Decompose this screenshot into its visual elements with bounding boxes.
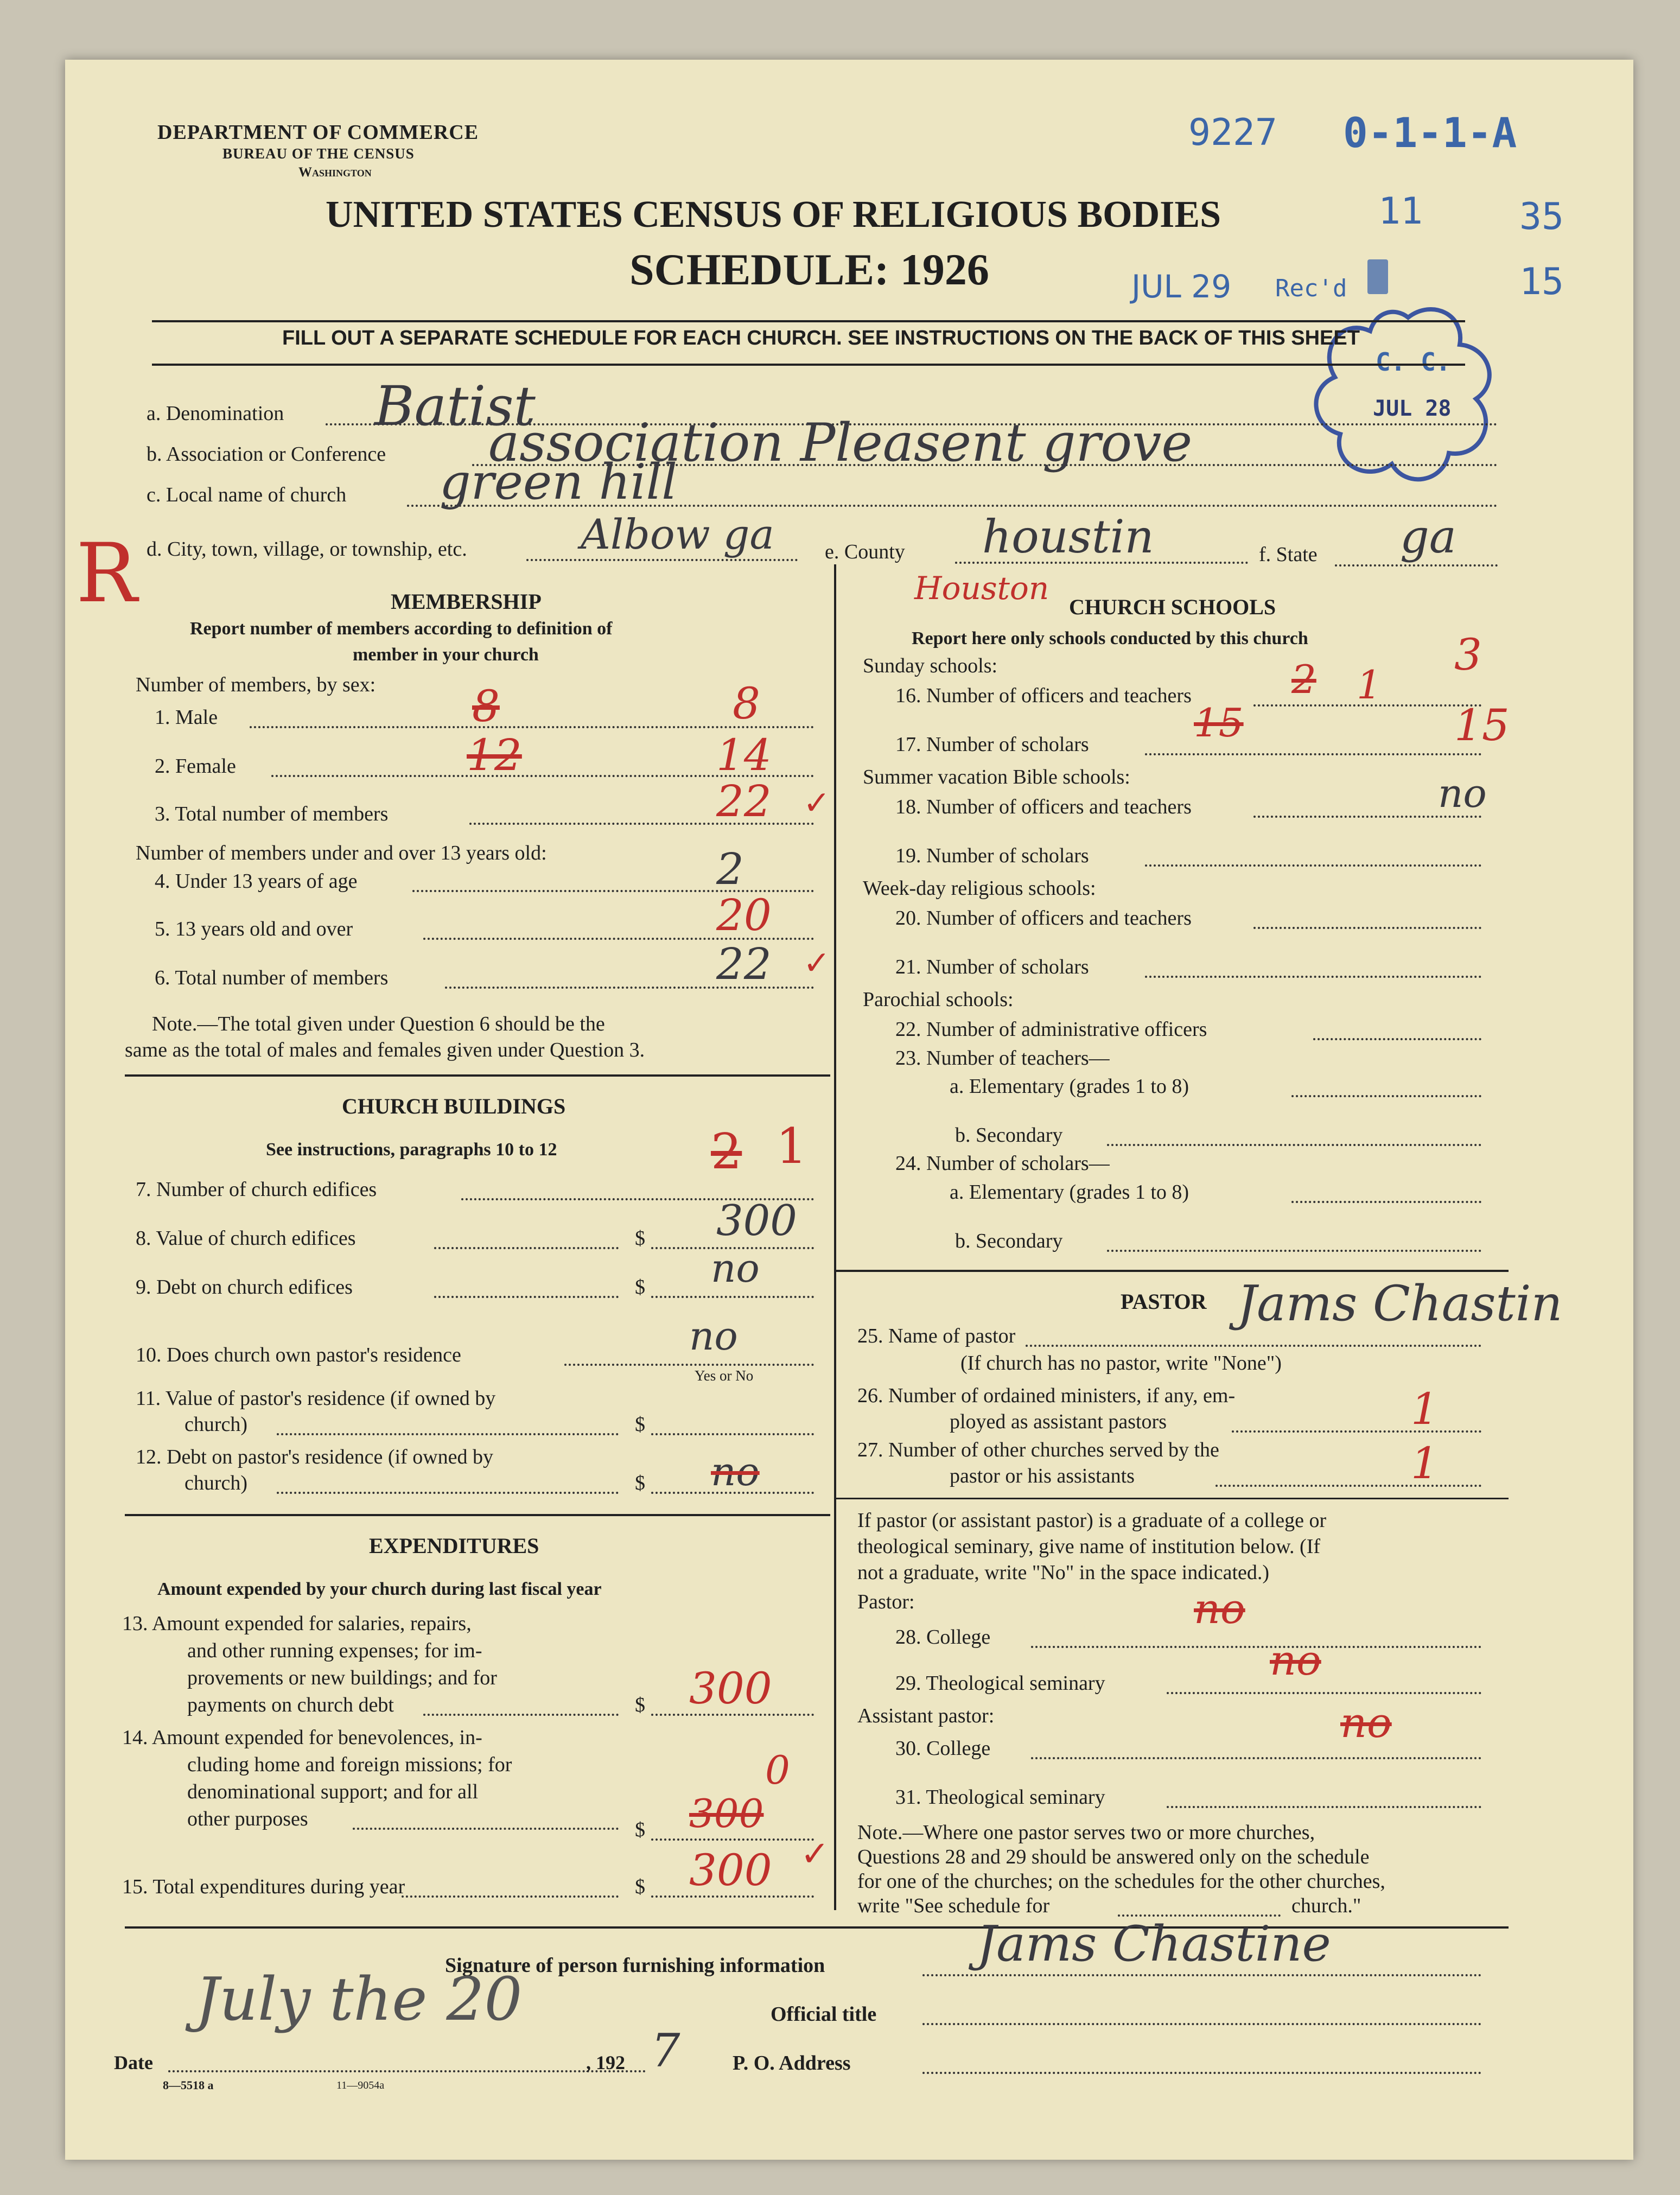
q3-total-label: 3. Total number of members bbox=[155, 803, 389, 825]
q25-pastor-name[interactable]: Jams Chastin bbox=[1237, 1275, 1563, 1332]
q24-label: 24. Number of scholars— bbox=[895, 1152, 1110, 1175]
number-stamp-11: 11 bbox=[1378, 190, 1423, 233]
membership-note-2: same as the total of males and females given under Question 3. bbox=[125, 1039, 645, 1061]
q30-label: 30. College bbox=[895, 1737, 991, 1760]
denomination-label: a. Denomination bbox=[147, 402, 284, 425]
association-label: b. Association or Conference bbox=[147, 443, 386, 466]
q14-struck-value: 300 bbox=[689, 1791, 764, 1836]
q6-total-value[interactable]: 22 bbox=[716, 939, 772, 989]
pastor-note-4: write "See schedule for bbox=[857, 1894, 1050, 1917]
q23-label: 23. Number of teachers— bbox=[895, 1047, 1110, 1070]
q7-label: 7. Number of church edifices bbox=[136, 1178, 377, 1201]
q24a-label: a. Elementary (grades 1 to 8) bbox=[950, 1181, 1189, 1204]
graduate-instruction-3: not a graduate, write "No" in the space indicated.) bbox=[857, 1561, 1270, 1584]
pastor-note-2: Questions 28 and 29 should be answered only on the schedule bbox=[857, 1846, 1370, 1868]
washington-heading: Washington bbox=[298, 165, 372, 180]
q8-value[interactable]: 300 bbox=[716, 1197, 797, 1245]
form-number-2: 11—9054a bbox=[336, 2079, 385, 2091]
church-schools-heading: CHURCH SCHOOLS bbox=[1069, 595, 1276, 619]
code-stamp: 0-1-1-A bbox=[1343, 109, 1517, 157]
number-stamp-15: 15 bbox=[1519, 260, 1564, 303]
q2-female-label: 2. Female bbox=[155, 755, 236, 778]
q30-value[interactable]: no bbox=[1340, 1698, 1392, 1747]
expenditures-subheading: Amount expended by your church during last fiscal year bbox=[157, 1579, 602, 1599]
q8-dollar-sign: $ bbox=[635, 1227, 645, 1250]
q5-over13-value[interactable]: 20 bbox=[716, 890, 772, 940]
official-title-label: Official title bbox=[771, 2003, 877, 2026]
association-value[interactable]: association Pleasent grove bbox=[488, 412, 1193, 473]
q25-note: (If church has no pastor, write "None") bbox=[960, 1352, 1282, 1375]
age-breakdown-label: Number of members under and over 13 years old: bbox=[136, 842, 547, 864]
q12-dollar-sign: $ bbox=[635, 1472, 645, 1494]
q1-male-value[interactable]: 8 bbox=[733, 678, 760, 729]
q6-checkmark-icon: ✓ bbox=[803, 944, 831, 982]
q17-label: 17. Number of scholars bbox=[895, 733, 1089, 756]
q13-label: 13. Amount expended for salaries, repairs, bbox=[122, 1612, 472, 1635]
q23b-label: b. Secondary bbox=[955, 1124, 1063, 1147]
q11-label-2: church) bbox=[184, 1413, 248, 1436]
pastor-note: Note.—Where one pastor serves two or more churches, bbox=[857, 1821, 1315, 1844]
q15-checkmark-icon: ✓ bbox=[800, 1834, 830, 1874]
q1-male-label: 1. Male bbox=[155, 706, 218, 729]
q27-label: 27. Number of other churches served by the bbox=[857, 1439, 1219, 1461]
q14-label-2: cluding home and foreign missions; for bbox=[187, 1753, 512, 1776]
q3-total-value[interactable]: 22 bbox=[716, 776, 772, 826]
cc-stamp-date: JUL 28 bbox=[1373, 396, 1452, 421]
number-stamp-35: 35 bbox=[1519, 195, 1564, 238]
county-label: e. County bbox=[825, 540, 905, 563]
q2-female-value[interactable]: 14 bbox=[716, 730, 772, 780]
q18-value[interactable]: no bbox=[1438, 771, 1487, 816]
q29-value[interactable]: no bbox=[1270, 1636, 1321, 1684]
q29-label: 29. Theological seminary bbox=[895, 1672, 1105, 1695]
date-value[interactable]: July the 20 bbox=[195, 1964, 523, 2034]
membership-heading: MEMBERSHIP bbox=[391, 589, 542, 614]
received-date-stamp: JUL 29 bbox=[1131, 268, 1232, 305]
received-label-stamp: Rec'd bbox=[1275, 275, 1347, 302]
sunday-schools-label: Sunday schools: bbox=[863, 654, 998, 677]
q10-label: 10. Does church own pastor's residence bbox=[136, 1344, 461, 1366]
yes-no-caption: Yes or No bbox=[695, 1367, 754, 1384]
q21-label: 21. Number of scholars bbox=[895, 956, 1089, 978]
cc-stamp-label: C. C. bbox=[1376, 347, 1451, 377]
serial-stamp: 9227 bbox=[1188, 111, 1277, 154]
buildings-heading: CHURCH BUILDINGS bbox=[342, 1094, 566, 1118]
census-title: UNITED STATES CENSUS OF RELIGIOUS BODIES bbox=[326, 194, 1221, 236]
q14-dollar-sign: $ bbox=[635, 1818, 645, 1841]
q11-label: 11. Value of pastor's residence (if owned by bbox=[136, 1387, 496, 1410]
q11-dollar-sign: $ bbox=[635, 1413, 645, 1436]
q10-value[interactable]: no bbox=[689, 1313, 738, 1359]
year-prefix: , 192 bbox=[586, 2052, 625, 2073]
q14-label-4: other purposes bbox=[187, 1808, 308, 1830]
parochial-schools-label: Parochial schools: bbox=[863, 988, 1014, 1011]
q16-value[interactable]: 3 bbox=[1454, 629, 1482, 680]
q27-label-2: pastor or his assistants bbox=[950, 1465, 1135, 1487]
q12-value[interactable]: no bbox=[711, 1449, 760, 1494]
membership-note: Note.—The total given under Question 6 should be the bbox=[152, 1013, 605, 1035]
q3-checkmark-icon: ✓ bbox=[803, 784, 831, 822]
graduate-instruction-2: theological seminary, give name of institution below. (If bbox=[857, 1535, 1321, 1558]
received-seal-icon bbox=[1367, 259, 1388, 294]
q18-label: 18. Number of officers and teachers bbox=[895, 796, 1192, 818]
q13-value[interactable]: 300 bbox=[689, 1663, 772, 1714]
q12-label: 12. Debt on pastor's residence (if owned by bbox=[136, 1446, 494, 1468]
year-digit[interactable]: 7 bbox=[651, 2024, 680, 2077]
form-number: 8—5518 a bbox=[163, 2078, 214, 2092]
pastor-subheading: Pastor: bbox=[857, 1590, 915, 1613]
q2-struck-value: 12 bbox=[467, 730, 522, 780]
state-value[interactable]: ga bbox=[1400, 510, 1456, 563]
state-label: f. State bbox=[1259, 543, 1318, 566]
q4-under13-value[interactable]: 2 bbox=[716, 844, 744, 894]
q7-struck-value: 2 bbox=[711, 1123, 742, 1180]
separate-schedule-instruction: FILL OUT A SEPARATE SCHEDULE FOR EACH CHURCH. SEE INSTRUCTIONS ON THE BACK OF THIS SHEET bbox=[282, 327, 1360, 349]
church-schools-subheading: Report here only schools conducted by this church bbox=[912, 628, 1308, 648]
q28-label: 28. College bbox=[895, 1626, 991, 1649]
q26-value[interactable]: 1 bbox=[1411, 1384, 1439, 1434]
q15-dollar-sign: $ bbox=[635, 1875, 645, 1898]
signature-value[interactable]: Jams Chastine bbox=[977, 1916, 1331, 1973]
church-name-value[interactable]: green hill bbox=[440, 454, 678, 511]
summer-schools-label: Summer vacation Bible schools: bbox=[863, 766, 1130, 788]
q9-label: 9. Debt on church edifices bbox=[136, 1276, 353, 1299]
q12-label-2: church) bbox=[184, 1472, 248, 1494]
membership-intro-2: member in your church bbox=[353, 645, 539, 665]
county-correction: Houston bbox=[914, 570, 1049, 607]
county-value[interactable]: houstin bbox=[982, 510, 1154, 563]
q13-label-4: payments on church debt bbox=[187, 1694, 394, 1716]
bureau-heading: BUREAU OF THE CENSUS bbox=[222, 145, 415, 162]
q9-value[interactable]: no bbox=[711, 1245, 760, 1291]
q23a-label: a. Elementary (grades 1 to 8) bbox=[950, 1075, 1189, 1098]
q7-value[interactable]: 1 bbox=[776, 1118, 807, 1175]
q28-value[interactable]: no bbox=[1194, 1585, 1245, 1633]
q13-label-3: provements or new buildings; and for bbox=[187, 1666, 497, 1689]
expenditures-heading: EXPENDITURES bbox=[369, 1534, 539, 1558]
po-address-label: P. O. Address bbox=[733, 2052, 851, 2075]
margin-r-mark: R bbox=[76, 526, 137, 621]
q19-label: 19. Number of scholars bbox=[895, 844, 1089, 867]
weekday-schools-label: Week-day religious schools: bbox=[863, 877, 1096, 900]
signature-label: Signature of person furnishing information bbox=[445, 1954, 825, 1977]
census-schedule-sheet bbox=[65, 60, 1633, 2160]
q5-over13-label: 5. 13 years old and over bbox=[155, 918, 353, 940]
q1-struck-value: 8 bbox=[472, 681, 500, 731]
members-by-sex-label: Number of members, by sex: bbox=[136, 673, 376, 696]
pastor-note-3: for one of the churches; on the schedules for the other churches, bbox=[857, 1870, 1385, 1893]
q16-label: 16. Number of officers and teachers bbox=[895, 684, 1192, 707]
city-label: d. City, town, village, or township, etc. bbox=[147, 538, 467, 561]
q15-value[interactable]: 300 bbox=[689, 1845, 772, 1895]
q17-struck-value: 15 bbox=[1194, 700, 1244, 746]
q14-value[interactable]: 0 bbox=[765, 1747, 790, 1793]
q15-label: 15. Total expenditures during year bbox=[122, 1875, 405, 1898]
date-label: Date bbox=[114, 2052, 153, 2073]
membership-intro: Report number of members according to definition of bbox=[190, 619, 613, 639]
q20-label: 20. Number of officers and teachers bbox=[895, 907, 1192, 930]
q27-value[interactable]: 1 bbox=[1411, 1438, 1439, 1488]
q26-label-2: ployed as assistant pastors bbox=[950, 1410, 1167, 1433]
q25-label: 25. Name of pastor bbox=[857, 1325, 1016, 1347]
pastor-heading: PASTOR bbox=[1121, 1289, 1207, 1314]
pastor-note-5: church." bbox=[1291, 1894, 1361, 1917]
q22-label: 22. Number of administrative officers bbox=[895, 1018, 1207, 1041]
q26-label: 26. Number of ordained ministers, if any, em- bbox=[857, 1384, 1236, 1407]
q4-under13-label: 4. Under 13 years of age bbox=[155, 870, 358, 893]
q14-label: 14. Amount expended for benevolences, in- bbox=[122, 1726, 482, 1749]
q17-value[interactable]: 15 bbox=[1454, 700, 1510, 750]
q13-dollar-sign: $ bbox=[635, 1694, 645, 1716]
buildings-subheading: See instructions, paragraphs 10 to 12 bbox=[266, 1140, 557, 1160]
q9-dollar-sign: $ bbox=[635, 1276, 645, 1299]
church-name-label: c. Local name of church bbox=[147, 483, 347, 506]
schedule-title: SCHEDULE: 1926 bbox=[629, 245, 989, 294]
q14-label-3: denominational support; and for all bbox=[187, 1780, 479, 1803]
q6-total-label: 6. Total number of members bbox=[155, 966, 389, 989]
q16-struck-value: 2 bbox=[1291, 657, 1316, 702]
q16-mark: 1 bbox=[1357, 662, 1382, 708]
city-value[interactable]: Albow ga bbox=[581, 510, 774, 558]
q31-label: 31. Theological seminary bbox=[895, 1786, 1105, 1809]
graduate-instruction: If pastor (or assistant pastor) is a graduate of a college or bbox=[857, 1509, 1327, 1532]
assistant-pastor-subheading: Assistant pastor: bbox=[857, 1704, 995, 1727]
denomination-value[interactable]: Batist bbox=[374, 374, 536, 438]
q13-label-2: and other running expenses; for im- bbox=[187, 1639, 482, 1662]
q8-label: 8. Value of church edifices bbox=[136, 1227, 356, 1250]
q24b-label: b. Secondary bbox=[955, 1230, 1063, 1252]
department-heading: DEPARTMENT OF COMMERCE bbox=[157, 121, 479, 144]
